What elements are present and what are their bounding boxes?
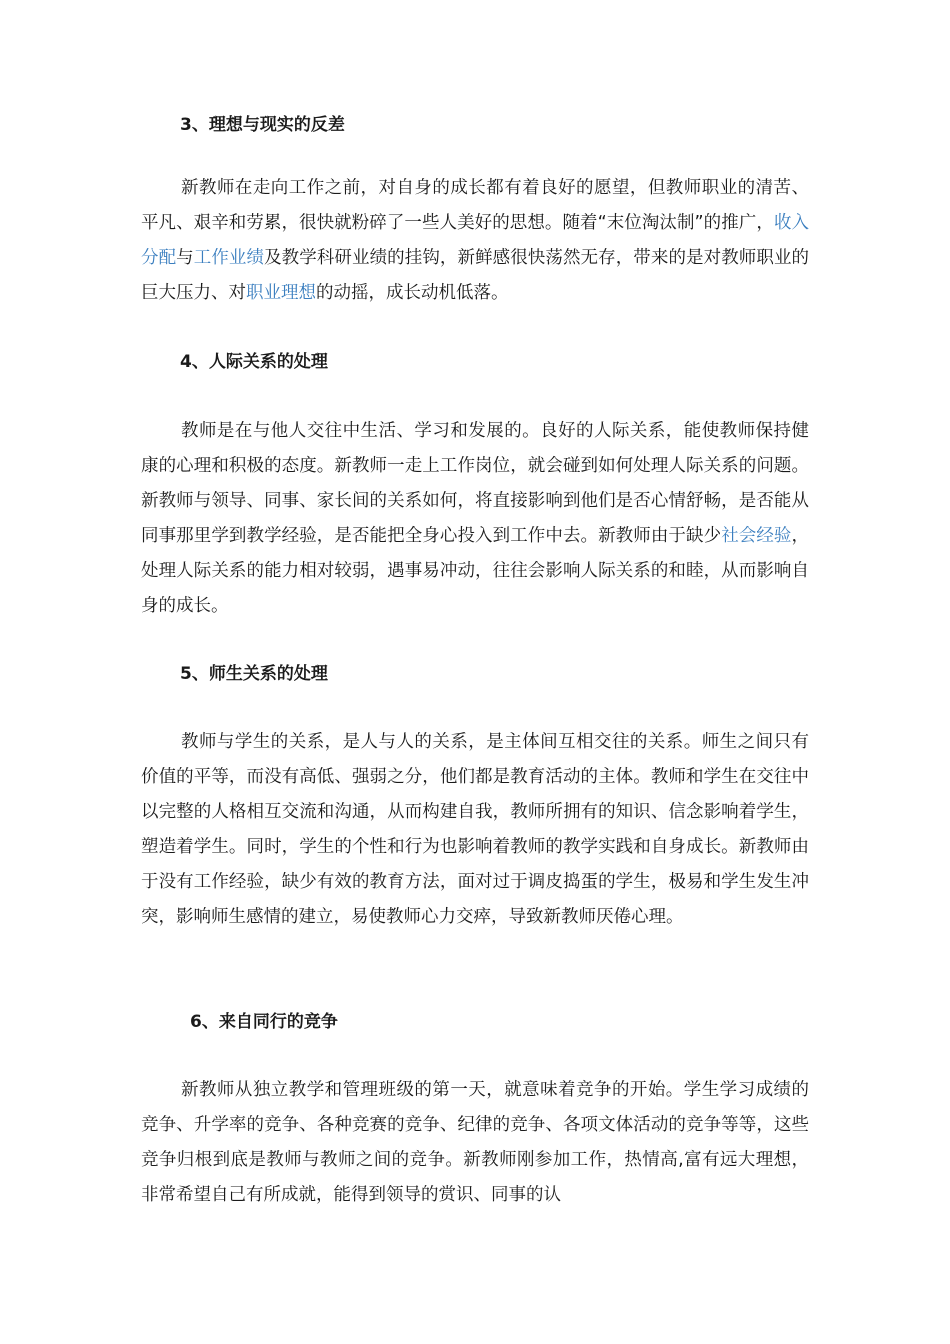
section-paragraph-6 [141,1073,809,1213]
inline-link[interactable]: 社会经验 [721,526,792,546]
paragraph-text: 新教师在走向工作之前，对自身的成长都有着良好的愿望，但教师职业的清苦、平凡、艰辛和劳累，很快就粉碎了一些人美好的思想。随着“末位淘汰制”的推广， [141,178,809,233]
inline-link[interactable]: 收入分配 [141,213,809,268]
paragraph-text: 教师与学生的关系，是人与人的关系，是主体间互相交往的关系。师生之间只有价值的平等，而没有高低、强弱之分，他们都是教育活动的主体。教师和学生在交往中以完整的人格相互交流和沟通，从而构建自我，教师所拥有的知识、信念影响着学生，塑造着学生。同时，学生的个性和行为也影响着教师的教学实践和自身成长。新教师由于没有工作经验，缺少有效的教育方法，面对过于调皮捣蛋的学生，极易和学生发生冲突，影响师生感情的建立，易使教师心力交瘁，导致新教师厌倦心理。 [141,732,809,927]
section-paragraph-5 [141,725,809,935]
paragraph-text: 教师是在与他人交往中生活、学习和发展的。良好的人际关系，能使教师保持健康的心理和积极的态度。新教师一走上工作岗位，就会碰到如何处理人际关系的问题。新教师与领导、同事、家长间的关系如何，将直接影响到他们是否心情舒畅，是否能从同事那里学到教学经验，是否能把全身心投入到工作中去。新教师由于缺少 [141,421,809,546]
paragraph-text: 新教师从独立教学和管理班级的第一天，就意味着竞争的开始。学生学习成绩的竞争、升学率的竞争、各种竞赛的竞争、纪律的竞争、各项文体活动的竞争等等，这些竞争归根到底是教师与教师之间的竞争。新教师刚参加工作，热情高,富有远大理想，非常希望自己有所成就，能得到领导的赏识、同事的认 [141,1080,809,1205]
section-heading-4: 4、人际关系的处理 [180,352,328,372]
section-heading-6: 6、来自同行的竞争 [190,1012,338,1032]
inline-link[interactable]: 工作业绩 [193,248,265,268]
section-heading-3: 3、理想与现实的反差 [180,115,345,135]
section-paragraph-3 [141,171,809,311]
section-heading-5: 5、师生关系的处理 [180,664,328,684]
paragraph-text: 与 [176,248,194,268]
inline-link[interactable]: 职业理想 [246,283,316,303]
section-paragraph-4 [141,414,809,624]
paragraph-text: ，处理人际关系的能力相对较弱，遇事易冲动，往往会影响人际关系的和睦，从而影响自身的成长。 [141,526,810,616]
paragraph-text: 的动摇，成长动机低落。 [316,283,509,303]
paragraph-text: 及教学科研业绩的挂钩，新鲜感很快荡然无存，带来的是对教师职业的巨大压力、对 [141,248,810,303]
